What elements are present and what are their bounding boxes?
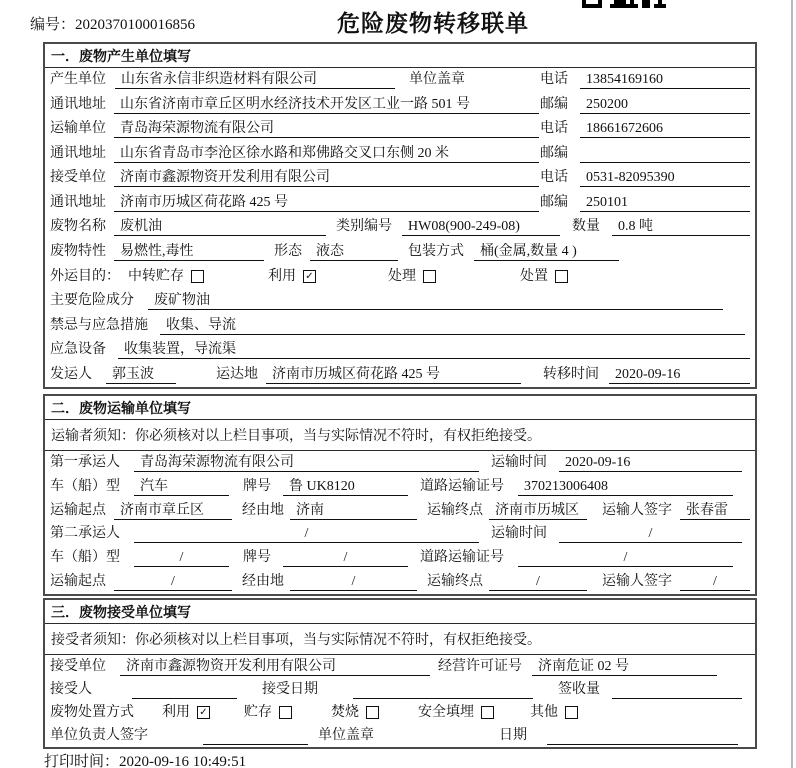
- row-waste-name: [45, 215, 755, 240]
- license-value: 济南危证 02 号: [532, 658, 717, 676]
- responsible-sign-label: 单位负责人签字: [50, 727, 148, 743]
- option-label: 焚烧: [331, 704, 359, 720]
- row-acceptor: [45, 678, 755, 701]
- check-mark: ✓: [305, 270, 314, 282]
- print-time-value: 2020-09-16 10:49:51: [119, 754, 247, 768]
- waste-name-value: 废机油: [114, 218, 326, 236]
- row-equipment: [45, 338, 755, 363]
- section-transport: [43, 394, 757, 596]
- row-disposal-method: [45, 701, 755, 724]
- plate-label: 牌号: [243, 550, 271, 566]
- route-end-value: /: [489, 573, 587, 591]
- receive-notice: 接受者须知：你必须核对以上栏目事项，当与实际情况不符时，有权拒绝接受。: [45, 624, 755, 655]
- transporter-phone-value: 18661672606: [580, 120, 750, 138]
- disposal-option-utilize: [162, 704, 210, 722]
- transporter-zip-value: [580, 145, 750, 163]
- transfer-time-label: 转移时间: [543, 366, 599, 382]
- transporter-zip-group: [540, 145, 750, 163]
- row-carrier2: [45, 522, 755, 546]
- carrier-sign-value: 张春雷: [680, 502, 750, 520]
- section-producer: [43, 42, 757, 389]
- producer-zip-group: [540, 96, 750, 114]
- transporter-value: 青岛海荣源物流有限公司: [114, 120, 539, 138]
- option-label: 贮存: [244, 704, 272, 720]
- road-cert-value: /: [518, 549, 733, 567]
- zip-label: 邮编: [540, 145, 568, 161]
- disposal-option-incinerate: [331, 704, 379, 722]
- waste-qty-label: 数量: [572, 219, 600, 235]
- option-label: 利用: [162, 704, 190, 720]
- row-vehicle1: [45, 475, 755, 499]
- option-label: 处置: [520, 268, 548, 284]
- phone-label: 电话: [540, 72, 568, 88]
- waste-name-label: 废物名称: [50, 219, 106, 235]
- receiver-zip-group: [540, 194, 750, 212]
- waste-category-label: 类别编号: [336, 219, 392, 235]
- equipment-label: 应急设备: [50, 342, 106, 358]
- vehicle-type-value: /: [134, 549, 229, 567]
- road-cert-label: 道路运输证号: [420, 550, 504, 566]
- road-cert-label: 道路运输证号: [420, 478, 504, 494]
- row-producer-address: [45, 93, 755, 118]
- accept-date-value: [353, 681, 533, 699]
- check-mark: ✓: [199, 706, 208, 718]
- producer-value: 山东省永信非织造材料有限公司: [115, 71, 395, 89]
- waste-form-label: 形态: [274, 243, 302, 259]
- waste-attr-value: 易燃性,毒性: [114, 243, 264, 261]
- disposal-option-landfill: [418, 704, 494, 722]
- row-taboo: [45, 313, 755, 338]
- taboo-label: 禁忌与应急措施: [50, 317, 148, 333]
- receive-unit-value: 济南市鑫源物资开发利用有限公司: [120, 658, 430, 676]
- row-receiver: [45, 166, 755, 191]
- transport-notice: 运输者须知：你必须核对以上栏目事项，当与实际情况不符时，有权拒绝接受。: [45, 420, 755, 451]
- page-right-edge: [791, 0, 793, 768]
- disposal-option-store: [244, 704, 292, 722]
- transporter-phone-group: [540, 120, 750, 138]
- acceptor-label: 接受人: [50, 681, 92, 697]
- unit-seal-label: 单位盖章: [318, 727, 374, 743]
- receiver-address-label: 通讯地址: [50, 194, 106, 210]
- row-receive-unit: [45, 655, 755, 678]
- print-time-label: 打印时间：: [44, 754, 120, 768]
- receiver-zip-value: 250101: [580, 194, 750, 212]
- row-producer: [45, 68, 755, 93]
- section-receive: [43, 598, 757, 749]
- option-label: 其他: [530, 704, 558, 720]
- checkbox-treat: [423, 270, 436, 283]
- transfer-time-value: 2020-09-16: [609, 366, 750, 384]
- route-start-value: 济南市章丘区: [114, 502, 232, 520]
- option-label: 中转贮存: [128, 268, 184, 284]
- row-carrier1: [45, 451, 755, 475]
- row-transporter-address: [45, 142, 755, 167]
- checkbox-store: [279, 706, 292, 719]
- route-end-label: 运输终点: [427, 502, 483, 518]
- checkbox-landfill: [481, 706, 494, 719]
- serial-value: 2020370100016856: [75, 17, 196, 33]
- disposal-method-label: 废物处置方式: [50, 704, 134, 720]
- checkbox-other: [565, 706, 578, 719]
- received-qty-label: 签收量: [558, 681, 600, 697]
- waste-category-value: HW08(900-249-08): [402, 218, 560, 236]
- zip-label: 邮编: [540, 96, 568, 112]
- purpose-option-utilize: [268, 268, 316, 286]
- row-route2: [45, 570, 755, 594]
- checkbox-incinerate: [366, 706, 379, 719]
- route-via-value: 济南: [290, 502, 417, 520]
- row-waste-attr: [45, 240, 755, 265]
- option-label: 处理: [388, 268, 416, 284]
- transporter-address-label: 通讯地址: [50, 145, 106, 161]
- acceptor-value: [132, 681, 237, 699]
- route-via-label: 经由地: [242, 574, 284, 590]
- route-start-value: /: [114, 573, 232, 591]
- transport-time-label: 运输时间: [491, 454, 547, 470]
- checkbox-dispose: [555, 270, 568, 283]
- receiver-phone-value: 0531-82095390: [580, 169, 750, 187]
- destination-label: 运达地: [216, 366, 258, 382]
- carrier2-value: /: [134, 525, 479, 543]
- row-hazard: [45, 289, 755, 314]
- section2-title: 二．废物运输单位填写: [45, 396, 755, 420]
- accept-date-label: 接受日期: [262, 681, 318, 697]
- row-vehicle2: [45, 546, 755, 570]
- row-dispatch: [45, 362, 755, 387]
- option-label: 安全填埋: [418, 704, 474, 720]
- zip-label: 邮编: [540, 194, 568, 210]
- purpose-option-treat: [388, 268, 436, 286]
- checkbox-transfer-storage: [191, 270, 204, 283]
- date-label: 日期: [499, 727, 527, 743]
- packing-value: 桶(金属,数量 4 ): [474, 243, 619, 261]
- plate-value: /: [283, 549, 408, 567]
- section3-title: 三．废物接受单位填写: [45, 600, 755, 624]
- row-transporter: [45, 117, 755, 142]
- route-via-value: /: [290, 573, 417, 591]
- receiver-value: 济南市鑫源物资开发利用有限公司: [114, 169, 539, 187]
- hazard-value: 废矿物油: [148, 292, 723, 310]
- checkbox-utilize: [197, 706, 210, 719]
- destination-value: 济南市历城区荷花路 425 号: [266, 366, 521, 384]
- producer-address-label: 通讯地址: [50, 96, 106, 112]
- row-route1: [45, 499, 755, 523]
- dispatcher-label: 发运人: [50, 366, 92, 382]
- purpose-label: 外运目的：: [50, 268, 120, 284]
- carrier1-label: 第一承运人: [50, 454, 120, 470]
- producer-phone-value: 13854169160: [580, 71, 750, 89]
- taboo-value: 收集、导流: [160, 317, 745, 335]
- producer-zip-value: 250200: [580, 96, 750, 114]
- purpose-option-transfer: [128, 268, 204, 286]
- license-label: 经营许可证号: [438, 658, 522, 674]
- transport-time-value: /: [559, 525, 742, 543]
- road-cert-value: 370213006408: [518, 478, 733, 496]
- carrier-sign-value: /: [680, 573, 750, 591]
- carrier2-label: 第二承运人: [50, 526, 120, 542]
- qr-code-icon: [582, 0, 586, 4]
- receiver-address-value: 济南市历城区荷花路 425 号: [114, 194, 539, 212]
- equipment-value: 收集装置，导流渠: [118, 341, 750, 359]
- carrier1-value: 青岛海荣源物流有限公司: [134, 454, 479, 472]
- carrier-sign-label: 运输人签字: [602, 502, 672, 518]
- hazard-label: 主要危险成分: [50, 293, 134, 309]
- responsible-sign-value: [203, 727, 308, 745]
- date-value: [547, 727, 738, 745]
- transport-time-value: 2020-09-16: [559, 454, 742, 472]
- purpose-option-dispose: [520, 268, 568, 286]
- route-end-value: 济南市历城区: [489, 502, 587, 520]
- transporter-label: 运输单位: [50, 121, 106, 137]
- carrier-sign-label: 运输人签字: [602, 574, 672, 590]
- plate-value: 鲁 UK8120: [283, 478, 408, 496]
- waste-form-value: 液态: [310, 243, 398, 261]
- vehicle-type-label: 车（船）型: [50, 478, 120, 494]
- section1-title: 一．废物产生单位填写: [45, 44, 755, 68]
- producer-seal-label: 单位盖章: [409, 72, 465, 88]
- producer-address-value: 山东省济南市章丘区明水经济技术开发区工业一路 501 号: [114, 96, 539, 114]
- disposal-option-other: [530, 704, 578, 722]
- producer-phone-group: [540, 71, 750, 89]
- route-end-label: 运输终点: [427, 574, 483, 590]
- waste-attr-label: 废物特性: [50, 243, 106, 259]
- route-start-label: 运输起点: [50, 502, 106, 518]
- transporter-address-value: 山东省青岛市李沧区徐水路和郑佛路交叉口东侧 20 米: [114, 145, 539, 163]
- checkbox-utilize: [303, 270, 316, 283]
- plate-label: 牌号: [243, 478, 271, 494]
- phone-label: 电话: [540, 170, 568, 186]
- vehicle-type-value: 汽车: [134, 478, 229, 496]
- waste-qty-value: 0.8 吨: [612, 218, 750, 236]
- row-responsible-sign: [45, 724, 755, 747]
- phone-label: 电话: [540, 121, 568, 137]
- route-start-label: 运输起点: [50, 574, 106, 590]
- packing-label: 包装方式: [408, 243, 464, 259]
- receive-unit-label: 接受单位: [50, 658, 106, 674]
- option-label: 利用: [268, 268, 296, 284]
- vehicle-type-label: 车（船）型: [50, 550, 120, 566]
- received-qty-value: [612, 681, 742, 699]
- receiver-phone-group: [540, 169, 750, 187]
- receiver-label: 接受单位: [50, 170, 106, 186]
- row-receiver-address: [45, 191, 755, 216]
- transport-time-label: 运输时间: [491, 526, 547, 542]
- print-time: [44, 750, 246, 768]
- dispatcher-value: 郭玉波: [106, 366, 176, 384]
- route-via-label: 经由地: [242, 502, 284, 518]
- row-purpose: [45, 264, 755, 289]
- producer-label: 产生单位: [50, 72, 106, 88]
- page-title: 危险废物转移联单: [337, 11, 529, 36]
- serial-label: 编号：: [30, 17, 76, 33]
